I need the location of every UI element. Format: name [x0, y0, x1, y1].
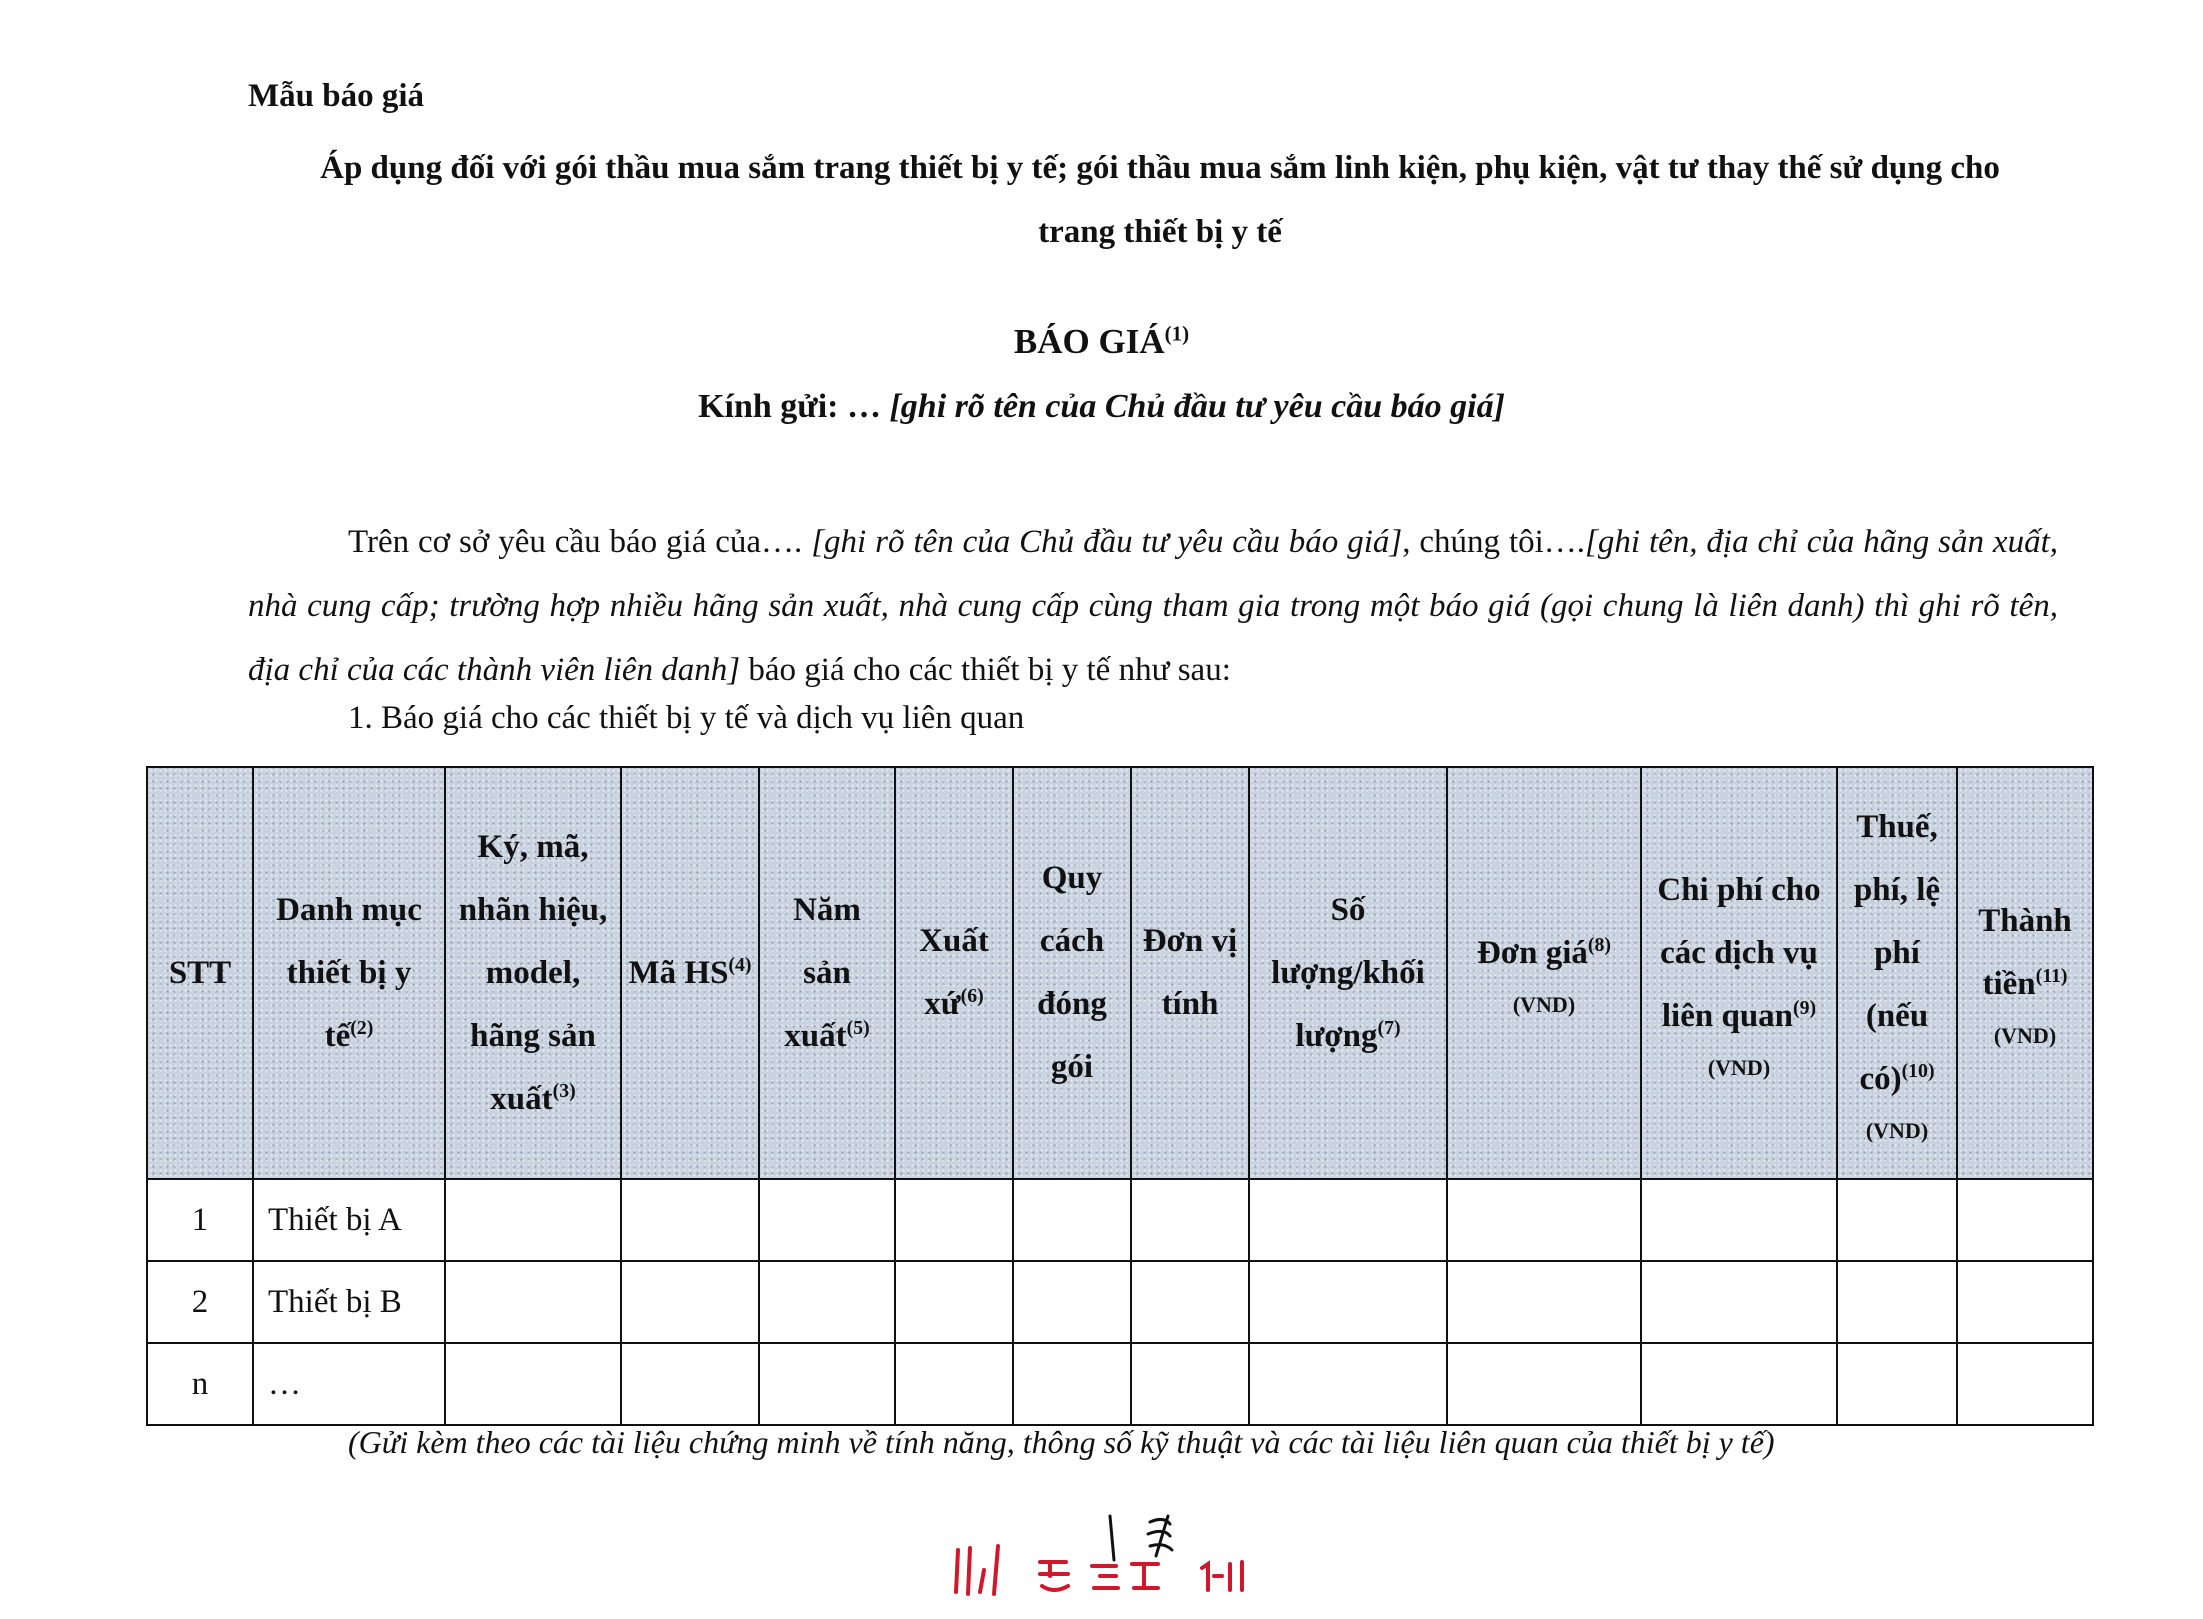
- title-note-ref: (1): [1164, 321, 1190, 346]
- row-cell: [895, 1343, 1013, 1425]
- row-cell: [759, 1343, 895, 1425]
- attachment-note: (Gửi kèm theo các tài liệu chứng minh về tính năng, thông số kỹ thuật và các tài liệu liên quan của thiết bị y tế): [348, 1424, 1775, 1460]
- intro-placeholder-2: [ghi tên, địa chỉ của hãng sản xuất, nhà cung cấp; trường hợp nhiều hãng sản xuất, nhà cung cấp cùng tham gia trong một báo giá (gọi chung là liên danh) thì ghi rõ tên, địa chỉ của các thành viên liên danh]: [248, 524, 2058, 688]
- row-cell: [621, 1343, 759, 1425]
- intro-paragraph: [248, 510, 2058, 702]
- header-cell-hs-code: Mã HS$^{(4)}$: [621, 767, 759, 1179]
- row-cell: [1013, 1343, 1131, 1425]
- header-cell-quantity: Số lượng/khối lượng$^{(7)}$: [1249, 767, 1447, 1179]
- header-cell-packaging: Quy cách đóng gói: [1013, 767, 1131, 1179]
- row-cell: [1641, 1179, 1837, 1261]
- row-stt: n: [147, 1343, 253, 1425]
- document-title: [0, 322, 2203, 362]
- quotation-table: [146, 766, 2094, 1426]
- row-cell: [1249, 1179, 1447, 1261]
- table-row: [147, 1179, 2093, 1261]
- intro-part-2: , chúng tôi….: [1402, 524, 1586, 560]
- addressee-placeholder: [ghi rõ tên của Chủ đầu tư yêu cầu báo giá]: [889, 388, 1505, 425]
- row-stt: 2: [147, 1261, 253, 1343]
- form-name: Mẫu báo giá: [248, 78, 425, 114]
- row-cell: [1249, 1261, 1447, 1343]
- header-cell-origin: Xuất xứ$^{(6)}$: [895, 767, 1013, 1179]
- document-title-text: BÁO GIÁ: [1013, 322, 1165, 361]
- row-cell: [1249, 1343, 1447, 1425]
- row-cell: [1447, 1179, 1641, 1261]
- row-cell: [1641, 1343, 1837, 1425]
- header-cell-tax: Thuế, phí, lệ phí (nếu có)$^{(10)}$ (VND): [1837, 767, 1957, 1179]
- row-device-name: Thiết bị B: [253, 1261, 445, 1343]
- applicability-statement: Áp dụng đối với gói thầu mua sắm trang thiết bị y tế; gói thầu mua sắm linh kiện, phụ kiện, vật tư thay thế sử dụng cho trang thiết bị y tế: [320, 150, 2000, 250]
- row-cell: [1837, 1261, 1957, 1343]
- row-stt: 1: [147, 1179, 253, 1261]
- intro-placeholder-1: [ghi rõ tên của Chủ đầu tư yêu cầu báo giá]: [811, 524, 1403, 560]
- row-cell: [1131, 1179, 1249, 1261]
- row-cell: [1131, 1343, 1249, 1425]
- row-device-name: Thiết bị A: [253, 1179, 445, 1261]
- header-cell-stt: STT: [147, 767, 253, 1179]
- header-cell-total: Thành tiền$^{(11)}$ (VND): [1957, 767, 2093, 1179]
- row-cell: [1957, 1343, 2093, 1425]
- red-initials-mark: [950, 1510, 1270, 1600]
- row-cell: [759, 1261, 895, 1343]
- row-cell: [1957, 1261, 2093, 1343]
- table-header-row: [147, 767, 2093, 1179]
- row-cell: [1013, 1179, 1131, 1261]
- row-cell: [621, 1179, 759, 1261]
- row-cell: [759, 1179, 895, 1261]
- intro-part-1: Trên cơ sở yêu cầu báo giá của….: [348, 524, 812, 560]
- table-row: [147, 1261, 2093, 1343]
- intro-part-3: báo giá cho các thiết bị y tế như sau:: [740, 652, 1231, 688]
- row-cell: [445, 1179, 621, 1261]
- row-cell: [1837, 1343, 1957, 1425]
- row-cell: [895, 1261, 1013, 1343]
- row-cell: [1447, 1261, 1641, 1343]
- header-cell-device-list: Danh mục thiết bị y tế$^{(2)}$: [253, 767, 445, 1179]
- row-device-name: …: [253, 1343, 445, 1425]
- row-cell: [1641, 1261, 1837, 1343]
- row-cell: [895, 1179, 1013, 1261]
- row-cell: [1131, 1261, 1249, 1343]
- section-heading: 1. Báo giá cho các thiết bị y tế và dịch vụ liên quan: [348, 700, 1025, 736]
- row-cell: [1447, 1343, 1641, 1425]
- row-cell: [621, 1261, 759, 1343]
- header-cell-unit: Đơn vị tính: [1131, 767, 1249, 1179]
- addressee-line: [0, 388, 2203, 426]
- row-cell: [1957, 1179, 2093, 1261]
- row-cell: [445, 1343, 621, 1425]
- table-row: [147, 1343, 2093, 1425]
- header-cell-unit-price: Đơn giá$^{(8)}$ (VND): [1447, 767, 1641, 1179]
- row-cell: [1837, 1179, 1957, 1261]
- header-cell-year: Năm sản xuất$^{(5)}$: [759, 767, 895, 1179]
- row-cell: [445, 1261, 621, 1343]
- header-cell-brand-model: Ký, mã, nhãn hiệu, model, hãng sản xuất$^{(3)}$: [445, 767, 621, 1179]
- row-cell: [1013, 1261, 1131, 1343]
- addressee-label: Kính gửi: …: [698, 388, 890, 425]
- header-cell-service-cost: Chi phí cho các dịch vụ liên quan$^{(9)}$ (VND): [1641, 767, 1837, 1179]
